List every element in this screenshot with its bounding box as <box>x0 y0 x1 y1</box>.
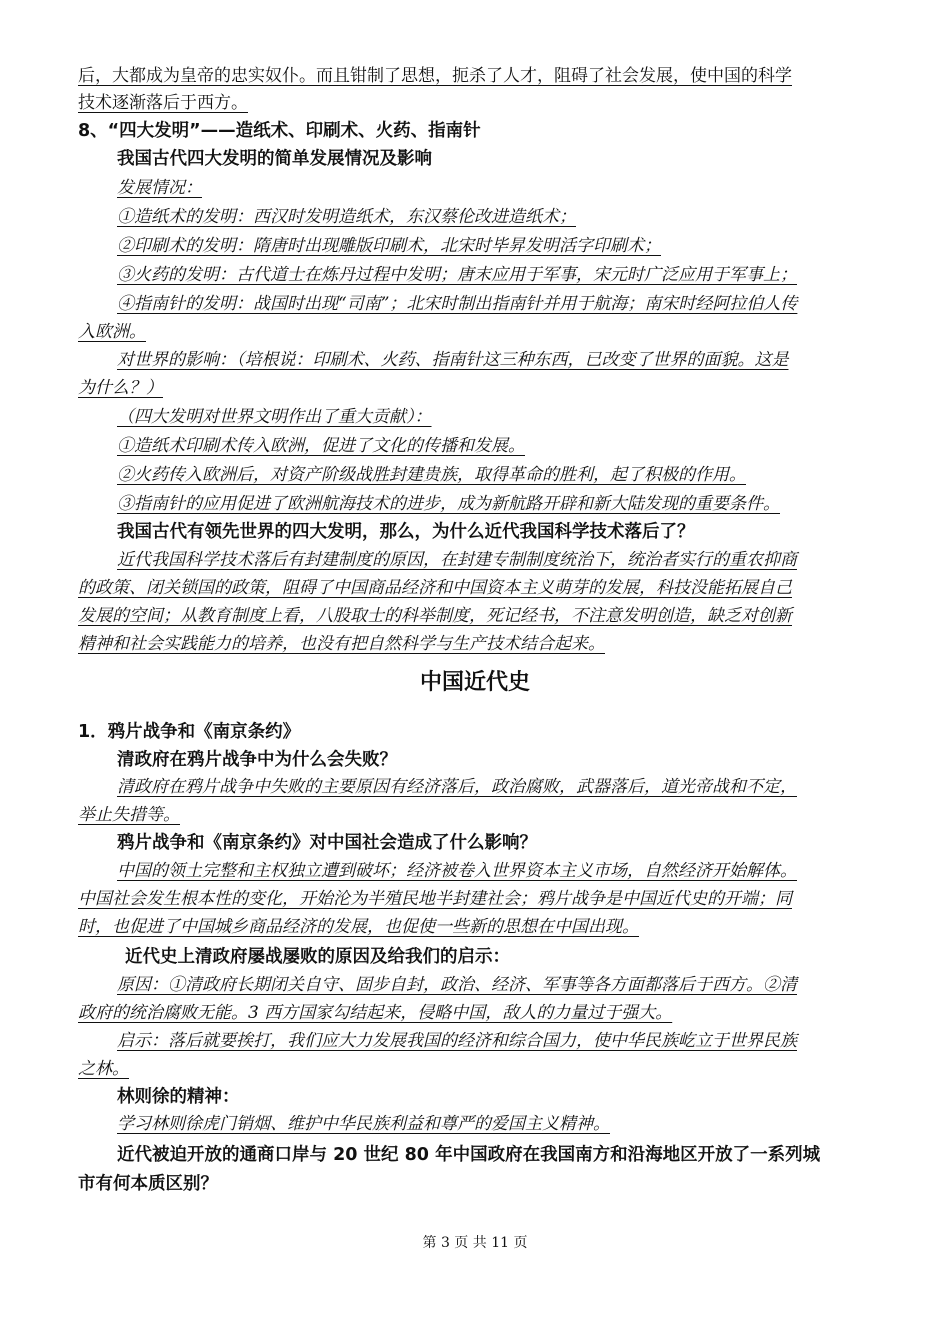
text-line: 时，也促进了中国城乡商品经济的发展，也促使一些新的思想在中国出现。 <box>78 917 639 937</box>
question-heading: 我国古代四大发明的简单发展情况及影响 <box>117 149 432 169</box>
text-line: 发展的空间；从教育制度上看，八股取士的科举制度，死记经书，不注意发明创造，缺乏对创新 <box>78 606 792 626</box>
text-line: 原因：①清政府长期闭关自守、固步自封，政治、经济、军事等各方面都落后于西方。②清 <box>117 975 797 995</box>
text-line: ①造纸术印刷术传入欧洲，促进了文化的传播和发展。 <box>117 436 525 456</box>
text-line: 学习林则徐虎门销烟、维护中华民族利益和尊严的爱国主义精神。 <box>117 1114 610 1134</box>
text-line: 后，大都成为皇帝的忠实奴仆。而且钳制了思想，扼杀了人才，阻碍了社会发展，使中国的科学 <box>78 66 792 86</box>
question-heading: 近代被迫开放的通商口岸与 20 世纪 80 年中国政府在我国南方和沿海地区开放了一系列城 <box>117 1145 821 1165</box>
text-line: 发展情况： <box>117 178 202 198</box>
text-line: 对世界的影响：（培根说：印刷术、火药、指南针这三种东西，已改变了世界的面貌。这是 <box>117 350 789 370</box>
text-line: ④指南针的发明：战国时出现“司南”；北宋时制出指南针并用于航海；南宋时经阿拉伯人传 <box>117 294 798 314</box>
question-heading: 清政府在鸦片战争中为什么会失败？ <box>117 750 397 770</box>
text-line: ③指南针的应用促进了欧洲航海技术的进步，成为新航路开辟和新大陆发现的重要条件。 <box>117 494 780 514</box>
text-line: ②印刷术的发明：隋唐时出现雕版印刷术，北宋时毕昇发明活字印刷术； <box>117 236 661 256</box>
text-line: 政府的统治腐败无能。3 西方国家勾结起来，侵略中国，敌人的力量过于强大。 <box>78 1003 673 1023</box>
text-line: ③火药的发明：古代道士在炼丹过程中发明；唐末应用于军事，宋元时广泛应用于军事上； <box>117 265 797 285</box>
text-line: 近代我国科学技术落后有封建制度的原因，在封建专制制度统治下，统治者实行的重农抑商 <box>117 550 797 570</box>
text-line: （四大发明对世界文明作出了重大贡献）： <box>117 407 432 427</box>
question-heading: 我国古代有领先世界的四大发明，那么，为什么近代我国科学技术落后了？ <box>117 522 695 542</box>
text-line: 中国的领土完整和主权独立遭到破坏；经济被卷入世界资本主义市场，自然经济开始解体。 <box>117 861 797 881</box>
text-line: 之林。 <box>78 1059 129 1079</box>
text-line: 举止失措等。 <box>78 805 180 825</box>
text-line: 技术逐渐落后于西方。 <box>78 93 248 113</box>
question-heading: 林则徐的精神： <box>117 1087 240 1107</box>
page-number-footer: 第 3 页 共 11 页 <box>422 1235 528 1251</box>
text-line: 清政府在鸦片战争中失败的主要原因有经济落后，政治腐败，武器落后，道光帝战和不定， <box>117 777 797 797</box>
page-section-title: 中国近代史 <box>419 670 530 695</box>
text-line: ①造纸术的发明：西汉时发明造纸术，东汉蔡伦改进造纸术； <box>117 207 576 227</box>
text-line: 精神和社会实践能力的培养，也没有把自然科学与生产技术结合起来。 <box>78 634 605 654</box>
text-line: ②火药传入欧洲后，对资产阶级战胜封建贵族，取得革命的胜利，起了积极的作用。 <box>117 465 746 485</box>
text-line: 为什么？） <box>78 378 163 398</box>
question-heading: 近代史上清政府屡战屡败的原因及给我们的启示： <box>125 947 510 967</box>
question-heading: 鸦片战争和《南京条约》对中国社会造成了什么影响？ <box>117 833 537 853</box>
section-heading: 1．鸦片战争和《南京条约》 <box>78 722 301 742</box>
text-line: 的政策、闭关锁国的政策，阻碍了中国商品经济和中国资本主义萌芽的发展，科技没能拓展自己 <box>78 578 792 598</box>
text-line: 启示：落后就要挨打，我们应大力发展我国的经济和综合国力，使中华民族屹立于世界民族 <box>117 1031 797 1051</box>
section-heading: 8、“四大发明”——造纸术、印刷术、火药、指南针 <box>78 121 481 141</box>
text-line: 中国社会发生根本性的变化，开始沦为半殖民地半封建社会；鸦片战争是中国近代史的开端；同 <box>78 889 792 909</box>
text-line: 入欧洲。 <box>78 322 146 342</box>
question-heading: 市有何本质区别？ <box>78 1174 218 1194</box>
